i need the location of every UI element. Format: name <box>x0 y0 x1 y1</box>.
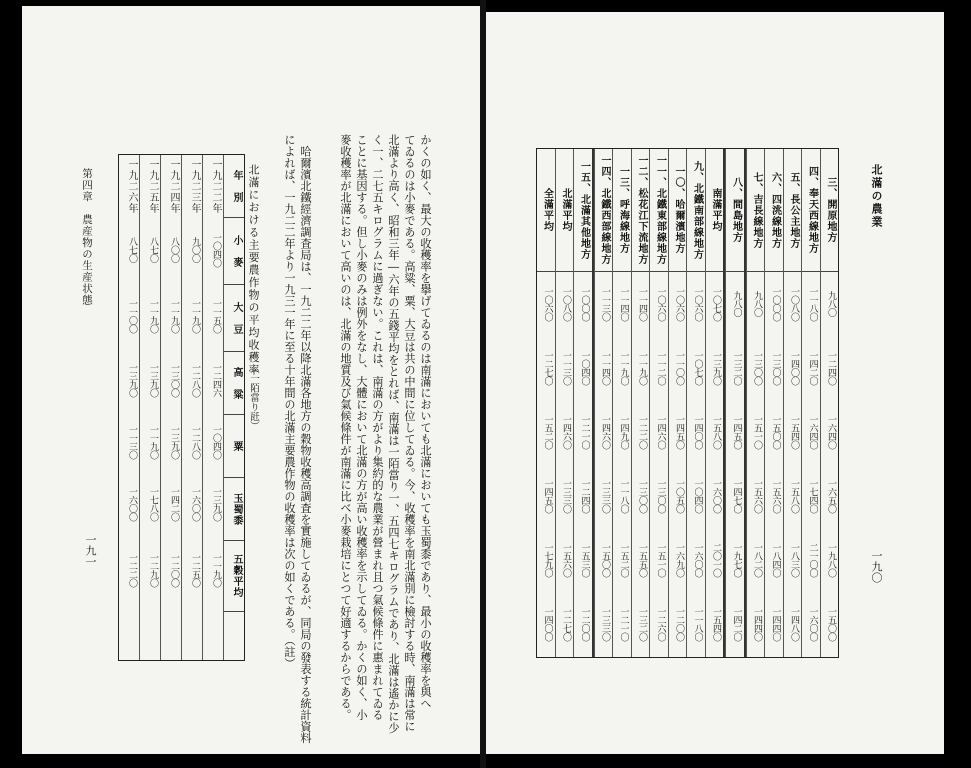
row-label: 一五、北滿其他地方 <box>574 149 592 272</box>
table-cell: 一四七〇 <box>731 479 742 513</box>
table-cell: 一三九〇 <box>711 351 721 385</box>
table-cell: 一六〇〇 <box>692 543 703 577</box>
table-cell: 一七四〇 <box>807 479 818 513</box>
table-cell: 一一九〇 <box>148 425 158 459</box>
table-cell: 一一四〇 <box>600 351 610 385</box>
table-cell: 一二二〇 <box>127 553 137 587</box>
table-cell: 一三〇〇 <box>770 351 781 385</box>
page-number-right: 一九〇 <box>870 550 883 583</box>
table-cell: 一一〇〇 <box>674 351 684 385</box>
table-cell: 一六〇〇 <box>807 607 818 641</box>
table-cell: 一〇四〇 <box>211 425 221 459</box>
table-cell: 一一八〇 <box>618 479 629 513</box>
column-header: 大 豆 <box>224 285 244 352</box>
table-row <box>119 155 139 660</box>
row-label: 五、長公主地方 <box>784 149 802 272</box>
row-label: 全滿平均 <box>537 149 555 272</box>
table-cell: 一五二〇 <box>618 543 629 577</box>
row-label: 一二、松花江下流地方 <box>632 149 650 272</box>
body-column-6: 麥收穫率が北滿において高いのは、北滿の地質及び氣候條件が南滿に比べ小麥栽培にとつて好適するからである。 <box>339 134 352 721</box>
table-row <box>594 149 613 657</box>
table-cell: 一一九〇 <box>190 299 200 333</box>
table-cell: 一二五〇 <box>190 553 200 587</box>
table-cell: 一七九〇 <box>542 543 553 577</box>
table-cell: 一〇六〇 <box>655 287 666 321</box>
table-cell: 一二〇〇 <box>674 607 684 641</box>
table-cell: 一四九〇 <box>618 415 629 449</box>
table-cell: 一二六〇 <box>655 607 666 641</box>
table-cell: 一五三〇 <box>579 543 590 577</box>
table-cell: 一四五〇 <box>674 415 684 449</box>
row-label: 一九二五年 <box>147 158 158 214</box>
table-cell: 一五二〇 <box>542 415 553 449</box>
table-unit: （一陌當り瓩） <box>248 364 259 431</box>
table-row <box>668 149 687 657</box>
column-header: 小 麥 <box>224 218 244 285</box>
running-head: 北滿の農業 <box>870 164 883 229</box>
table-cell: 一五八〇 <box>711 415 721 449</box>
table-cell: 一四二〇 <box>169 487 179 521</box>
table-cell: 一三九〇 <box>211 487 221 521</box>
table-row <box>649 149 668 657</box>
table-cell: 一六四〇 <box>826 415 836 449</box>
table-cell: 一〇八〇 <box>789 287 799 321</box>
table-cell: 一三二〇 <box>731 351 742 385</box>
table-cell: 一二八〇 <box>190 363 200 397</box>
body-column-4: く一、二七五キログラムに過ぎない。これは、南滿の方がより集約的な農業が營まれ且つ氣候條件に惠まれてゐる <box>371 134 384 721</box>
row-label: 三、開原地方 <box>821 149 839 272</box>
table-cell: 一四二〇 <box>807 351 818 385</box>
table-cell: 一二四六 <box>211 363 221 397</box>
table-row <box>746 149 765 657</box>
left-page <box>22 6 480 754</box>
table-cell: 一三九〇 <box>148 363 158 397</box>
row-label: 一九二二年 <box>210 158 221 214</box>
table-cell: 九〇〇 <box>190 237 200 263</box>
table-cell: 一四六〇 <box>561 415 571 449</box>
table-cell: 九八〇 <box>752 291 762 317</box>
row-label: 一一、北鐵東部線地方 <box>650 149 668 272</box>
table-cell: 一〇七〇 <box>711 287 721 321</box>
table-cell: 一五五〇 <box>637 543 647 577</box>
table-cell: 一一九〇 <box>211 553 221 587</box>
table-cell: 一五〇〇 <box>600 543 610 577</box>
table-cell: 一五六〇 <box>752 479 762 513</box>
left-table <box>118 154 245 661</box>
body-column-8: によれば、一九二二年より一九三一年に至る十年間の北滿主要農作物の收穫率は次の如くである。（註） <box>283 134 296 669</box>
column-header: 年 別 <box>224 155 244 218</box>
chapter-footer: 第四章 農産物の生産状態 <box>81 168 93 306</box>
table-cell: 八七〇 <box>127 237 137 263</box>
row-label: 一三、呼海線地方 <box>613 149 631 272</box>
table-cell: 一六九〇 <box>674 543 684 577</box>
table-row <box>783 149 802 657</box>
row-label: 八、間島地方 <box>726 149 744 272</box>
table-cell: 一八三〇 <box>789 543 799 577</box>
row-label: 南滿平均 <box>706 149 724 272</box>
table-cell: 一五一〇 <box>752 415 762 449</box>
table-cell: 一三〇〇 <box>169 363 179 397</box>
table-cell: 一二一〇 <box>618 607 629 641</box>
column-header: 粟 <box>224 415 244 478</box>
table-cell: 一四〇〇 <box>789 351 799 385</box>
table-row <box>612 149 631 657</box>
table-cell: 一三〇〇 <box>655 479 666 513</box>
table-cell: 一一三〇 <box>127 425 137 459</box>
table-row <box>705 149 726 657</box>
column-header: 玉蜀黍 <box>224 478 244 541</box>
table-cell: 二〇一〇 <box>711 543 721 577</box>
body-column-5: ことに基因する。但し小麥のみは例外をなし、大體において北滿の方が高い收穫率を示してゐる。かくの如く、小 <box>355 134 368 721</box>
body-column-3: 北滿より高く、昭和三年―六年の五錢平均をとれば、南滿は一陌當り一、五四七キログラムであり、北滿は遙かに少 <box>387 134 400 734</box>
table-cell: 一三九〇 <box>127 363 137 397</box>
table-row <box>686 149 705 657</box>
table-cell: 一一九〇 <box>169 299 179 333</box>
table-cell: 一五六〇 <box>770 479 781 513</box>
table-cell: 一一〇〇 <box>127 299 137 333</box>
table-cell: 一〇八〇 <box>561 287 571 321</box>
table-cell: 一四六〇 <box>655 415 666 449</box>
table-cell: 一〇六〇 <box>674 287 684 321</box>
table-cell: 九八〇 <box>731 291 742 317</box>
table-cell: 一四五〇 <box>542 479 553 513</box>
table-cell: 一二七〇 <box>561 607 571 641</box>
table-cell: 一〇〇〇 <box>579 287 590 321</box>
table-cell: 八七〇 <box>148 237 158 263</box>
table-cell: 一〇六〇 <box>692 287 703 321</box>
table-cell: 一一四〇 <box>637 287 647 321</box>
table-row <box>573 149 594 657</box>
table-row <box>139 155 160 660</box>
table-cell: 一二七〇 <box>542 351 553 385</box>
table-title: 北滿における主要農作物の平均收穫率 <box>247 164 260 377</box>
table-cell: 一四〇〇 <box>692 415 703 449</box>
body-column-7: 哈爾濱北鐵經濟調査局は、一九二二年以降北滿各地方の穀物收穫高調査を實施してゐるが、同局の發表する統計資料 <box>299 134 312 744</box>
table-cell: 一八二〇 <box>752 543 762 577</box>
table-row <box>181 155 202 660</box>
table-cell: 一五〇〇 <box>826 607 836 641</box>
table-cell: 一六〇〇 <box>190 487 200 521</box>
right-page <box>486 12 944 754</box>
table-cell: 一九七〇 <box>731 543 742 577</box>
table-row <box>631 149 650 657</box>
table-cell: 一一九〇 <box>618 351 629 385</box>
table-cell: 一三二〇 <box>637 607 647 641</box>
table-cell: 九八〇 <box>826 291 836 317</box>
table-cell: 一二〇〇 <box>579 607 590 641</box>
table-row <box>764 149 783 657</box>
table-cell: 一三〇〇 <box>637 479 647 513</box>
table-row <box>160 155 181 660</box>
table-cell: 一三三〇 <box>600 607 610 641</box>
table-cell: 一〇六〇 <box>542 287 553 321</box>
table-cell: 一一八〇 <box>807 287 818 321</box>
table-cell: 一七八〇 <box>148 487 158 521</box>
page-number-left: 一九一 <box>84 534 97 567</box>
table-cell: 一二九〇 <box>148 553 158 587</box>
table-cell: 一二二〇 <box>637 415 647 449</box>
table-cell: 一三三〇 <box>600 479 610 513</box>
row-label: 四、奉天西線地方 <box>802 149 820 272</box>
table-cell: 一六〇〇 <box>711 479 721 513</box>
column-header: 五穀平均 <box>224 541 244 612</box>
row-label: 一九二四年 <box>168 158 179 214</box>
row-label: 一〇、哈爾濱地方 <box>669 149 687 272</box>
body-column-1: かくの如く、最大の收穫率を擧げてゐるのは南滿においても北滿においても玉蜀黍であり、最小の收穫率を與へ <box>419 134 432 709</box>
table-cell: 一四五〇 <box>731 415 742 449</box>
column-header: 高 粱 <box>224 352 244 415</box>
table-cell: 一八四〇 <box>770 543 781 577</box>
table-cell: 一六〇〇 <box>127 487 137 521</box>
table-cell: 八〇〇 <box>169 237 179 263</box>
table-cell: 一一九〇 <box>148 299 158 333</box>
table-cell: 一九八〇 <box>826 543 836 577</box>
row-label: 六、四洮線地方 <box>765 149 783 272</box>
table-cell: 一二八〇 <box>190 425 200 459</box>
table-row <box>537 149 555 657</box>
table-cell: 一〇四〇 <box>579 351 590 385</box>
row-label: 七、吉長線地方 <box>747 149 765 272</box>
table-cell: 一四六〇 <box>600 415 610 449</box>
table-cell: 一〇四〇 <box>211 233 221 267</box>
table-cell: 一四二〇 <box>731 607 742 641</box>
table-cell: 一一九〇 <box>637 351 647 385</box>
table-cell: 一五四〇 <box>789 415 799 449</box>
table-cell: 一一二〇 <box>655 351 666 385</box>
table-cell: 一四四〇 <box>770 607 781 641</box>
table-cell: 一二一〇 <box>579 415 590 449</box>
table-cell: 一六五〇 <box>826 479 836 513</box>
table-row <box>555 149 574 657</box>
table-cell: 一〇四〇 <box>692 479 703 513</box>
row-label: 北滿平均 <box>556 149 574 272</box>
table-cell: 一一三〇 <box>600 287 610 321</box>
table-cell: 一一五〇 <box>211 299 221 333</box>
table-row <box>801 149 820 657</box>
table-cell: 一五八〇 <box>789 479 799 513</box>
table-cell: 一一三〇 <box>561 351 571 385</box>
table-row <box>202 155 223 660</box>
table-cell: 一三三〇 <box>561 479 571 513</box>
right-table <box>536 148 839 658</box>
table-cell: 一四八〇 <box>789 607 799 641</box>
table-cell: 一四〇〇 <box>542 607 553 641</box>
table-cell: 一五四〇 <box>711 607 721 641</box>
row-label: 一九二三年 <box>189 158 200 214</box>
table-cell: 一五一〇 <box>655 543 666 577</box>
table-cell: 一一八〇 <box>692 607 703 641</box>
table-cell: 一五六〇 <box>561 543 571 577</box>
left-table-header-column <box>223 155 244 660</box>
table-cell: 一六四〇 <box>807 415 818 449</box>
table-cell: 一二四〇 <box>826 351 836 385</box>
table-cell: 二一〇〇 <box>807 543 818 577</box>
table-row <box>820 149 839 657</box>
table-row <box>725 149 746 657</box>
table-cell: 一三九〇 <box>169 425 179 459</box>
table-cell: 一二〇〇 <box>169 553 179 587</box>
row-label: 一九二六年 <box>126 158 137 214</box>
table-cell: 一三〇〇 <box>752 351 762 385</box>
table-cell: 一四四〇 <box>752 607 762 641</box>
table-cell: 一五〇〇 <box>770 415 781 449</box>
table-cell: 一〇五〇 <box>674 479 684 513</box>
table-cell: 一〇〇〇 <box>770 287 781 321</box>
table-cell: 一二四〇 <box>579 479 590 513</box>
body-column-2: てゐるのは小麥である。高粱、粟、大豆は共の中間に位してゐる。今、收穫率を南北滿別に檢討する時、南滿は常に <box>403 134 416 732</box>
row-label: 一四、北鐵西部線地方 <box>595 149 613 272</box>
row-label: 九、北鐵南部線地方 <box>687 149 705 272</box>
table-cell: 一一四〇 <box>618 287 629 321</box>
table-cell: 一〇七〇 <box>692 351 703 385</box>
